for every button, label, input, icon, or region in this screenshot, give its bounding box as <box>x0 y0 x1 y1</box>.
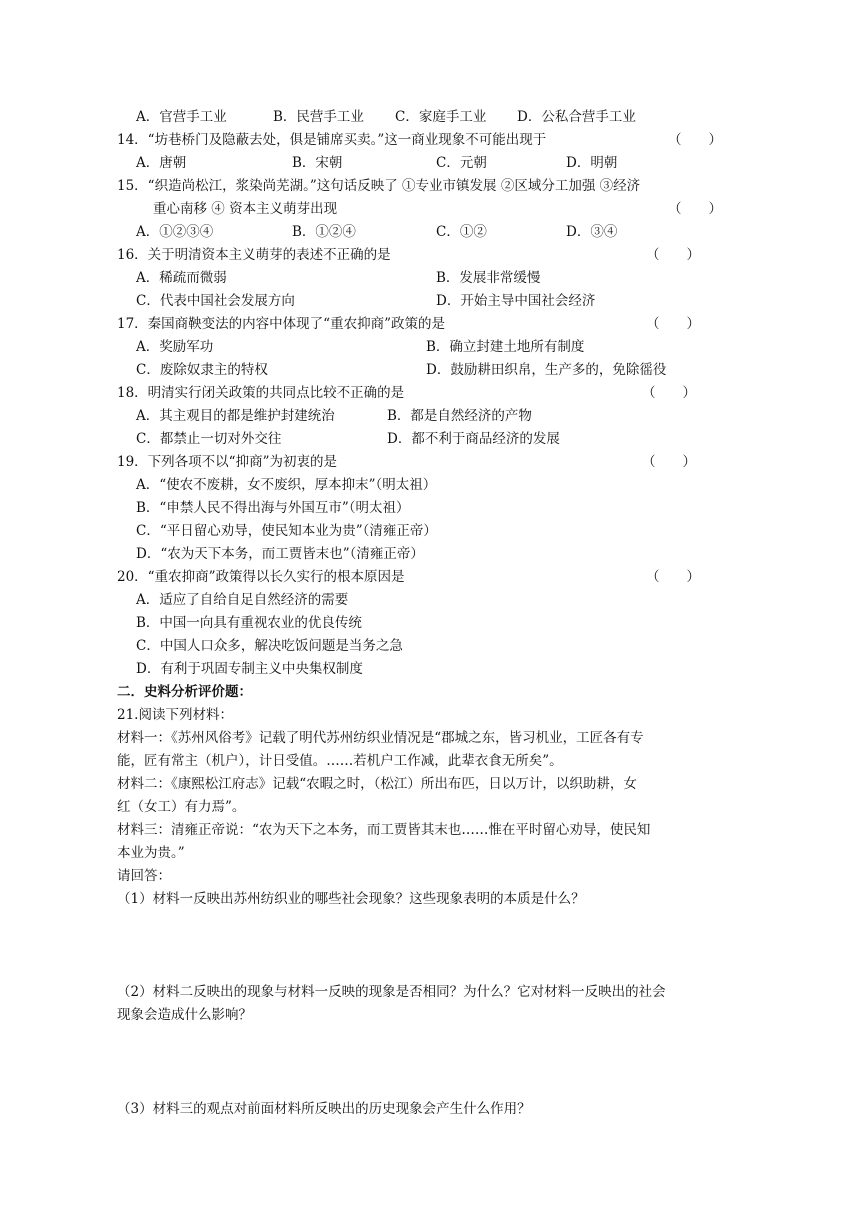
q20-option-a: A．适应了自给自足自然经济的需要 <box>136 592 349 608</box>
q21-intro: 21.阅读下列材料： <box>117 707 233 723</box>
q14-stem: 14．“坊巷桥门及隐蔽去处，俱是铺席买卖。”这一商业现象不可能出现于 <box>117 132 547 148</box>
material-2-line-1: 材料二：《康熙松江府志》记载“农暇之时，（松江）所出布匹，日以万计，以织助耕，女 <box>117 776 637 792</box>
q13-option-c: C．家庭手工业 <box>395 109 487 125</box>
q18-option-d: D．都不利于商品经济的发展 <box>387 431 560 447</box>
q20-option-c: C．中国人口众多，解决吃饭问题是当务之急 <box>136 638 403 654</box>
q14-option-c: C．元朝 <box>436 155 487 171</box>
q16-option-b: B．发展非常缓慢 <box>436 270 541 286</box>
material-1-line-2: 能，匠有常主（机户），计日受值。……若机户工作减，此辈衣食无所矣”。 <box>117 753 563 769</box>
q16-answer-paren: （ ） <box>646 247 700 263</box>
q17-option-c: C．废除奴隶主的特权 <box>136 362 268 378</box>
q14-answer-paren: （ ） <box>668 132 722 148</box>
q20-stem: 20．“重农抑商”政策得以长久实行的根本原因是 <box>117 569 405 585</box>
material-3-line-1: 材料三：清雍正帝说：“农为天下之本务，而工贾皆其末也……惟在平时留心劝导，使民知 <box>117 822 651 838</box>
q17-option-b: B．确立封建土地所有制度 <box>426 339 585 355</box>
q13-option-d: D．公私合营手工业 <box>517 109 636 125</box>
material-3-line-2: 本业为贵。” <box>117 845 185 861</box>
q19-stem: 19．下列各项不以“抑商”为初衷的是 <box>117 454 337 470</box>
q19-option-d: D．“农为天下本务，而工贾皆末也”（清雍正帝） <box>136 546 424 562</box>
q18-answer-paren: （ ） <box>642 385 696 401</box>
q13-option-b: B．民营手工业 <box>273 109 364 125</box>
material-2-line-2: 红（女工）有力焉”。 <box>117 799 246 815</box>
q19-option-a: A．“使农不废耕，女不废织，厚本抑末”（明太祖） <box>136 477 437 493</box>
q18-option-c: C．都禁止一切对外交往 <box>136 431 282 447</box>
q19-option-c: C．“平日留心劝导，使民知本业为贵”（清雍正帝） <box>136 523 437 539</box>
q17-option-d: D．鼓励耕田织帛，生产多的，免除徭役 <box>426 362 667 378</box>
q20-option-b: B．中国一向具有重视农业的优良传统 <box>136 615 362 631</box>
q19-answer-paren: （ ） <box>642 454 696 470</box>
q16-option-a: A．稀疏而微弱 <box>136 270 227 286</box>
section-heading: 二．史料分析评价题： <box>117 684 252 700</box>
q14-option-d: D．明朝 <box>566 155 618 171</box>
q16-option-d: D．开始主导中国社会经济 <box>436 293 596 309</box>
sub-question-2-line-2: 现象会造成什么影响？ <box>117 1007 252 1023</box>
q19-option-b: B．“申禁人民不得出海与外国互市”（明太祖） <box>136 500 410 516</box>
q13-option-a: A．官营手工业 <box>136 109 227 125</box>
sub-question-1: （1）材料一反映出苏州纺织业的哪些社会现象？这些现象表明的本质是什么？ <box>117 891 585 907</box>
answer-prompt: 请回答： <box>117 868 171 884</box>
q20-option-d: D．有利于巩固专制主义中央集权制度 <box>136 661 363 677</box>
q15-option-d: D．③④ <box>566 224 618 240</box>
q15-option-a: A．①②③④ <box>136 224 214 240</box>
q15-answer-paren: （ ） <box>668 201 722 217</box>
q18-stem: 18．明清实行闭关政策的共同点比较不正确的是 <box>117 385 405 401</box>
q15-option-c: C．①② <box>436 224 487 240</box>
q14-option-b: B．宋朝 <box>292 155 343 171</box>
q17-answer-paren: （ ） <box>646 316 700 332</box>
q15-stem-cont: 重心南移 ④ 资本主义萌芽出现 <box>153 201 338 217</box>
q15-option-b: B．①②④ <box>292 224 356 240</box>
q18-option-b: B．都是自然经济的产物 <box>387 408 532 424</box>
material-1-line-1: 材料一：《苏州风俗考》记载了明代苏州纺织业情况是“郡城之东，皆习机业，工匠各有专 <box>117 730 644 746</box>
q16-option-c: C．代表中国社会发展方向 <box>136 293 295 309</box>
sub-question-2-line-1: （2）材料二反映出的现象与材料一反映的现象是否相同？为什么？它对材料一反映出的社会 <box>117 984 666 1000</box>
q17-stem: 17．秦国商鞅变法的内容中体现了“重农抑商”政策的是 <box>117 316 445 332</box>
q14-option-a: A．唐朝 <box>136 155 187 171</box>
sub-question-3: （3）材料三的观点对前面材料所反映出的历史现象会产生什么作用？ <box>117 1101 531 1117</box>
q16-stem: 16．关于明清资本主义萌芽的表述不正确的是 <box>117 247 391 263</box>
q18-option-a: A．其主观目的都是维护封建统治 <box>136 408 335 424</box>
q17-option-a: A．奖励军功 <box>136 339 214 355</box>
q20-answer-paren: （ ） <box>646 569 700 585</box>
q15-stem: 15．“织造尚松江，浆染尚芜湖。”这句话反映了 ①专业市镇发展 ②区域分工加强 ③经济 <box>117 178 641 194</box>
